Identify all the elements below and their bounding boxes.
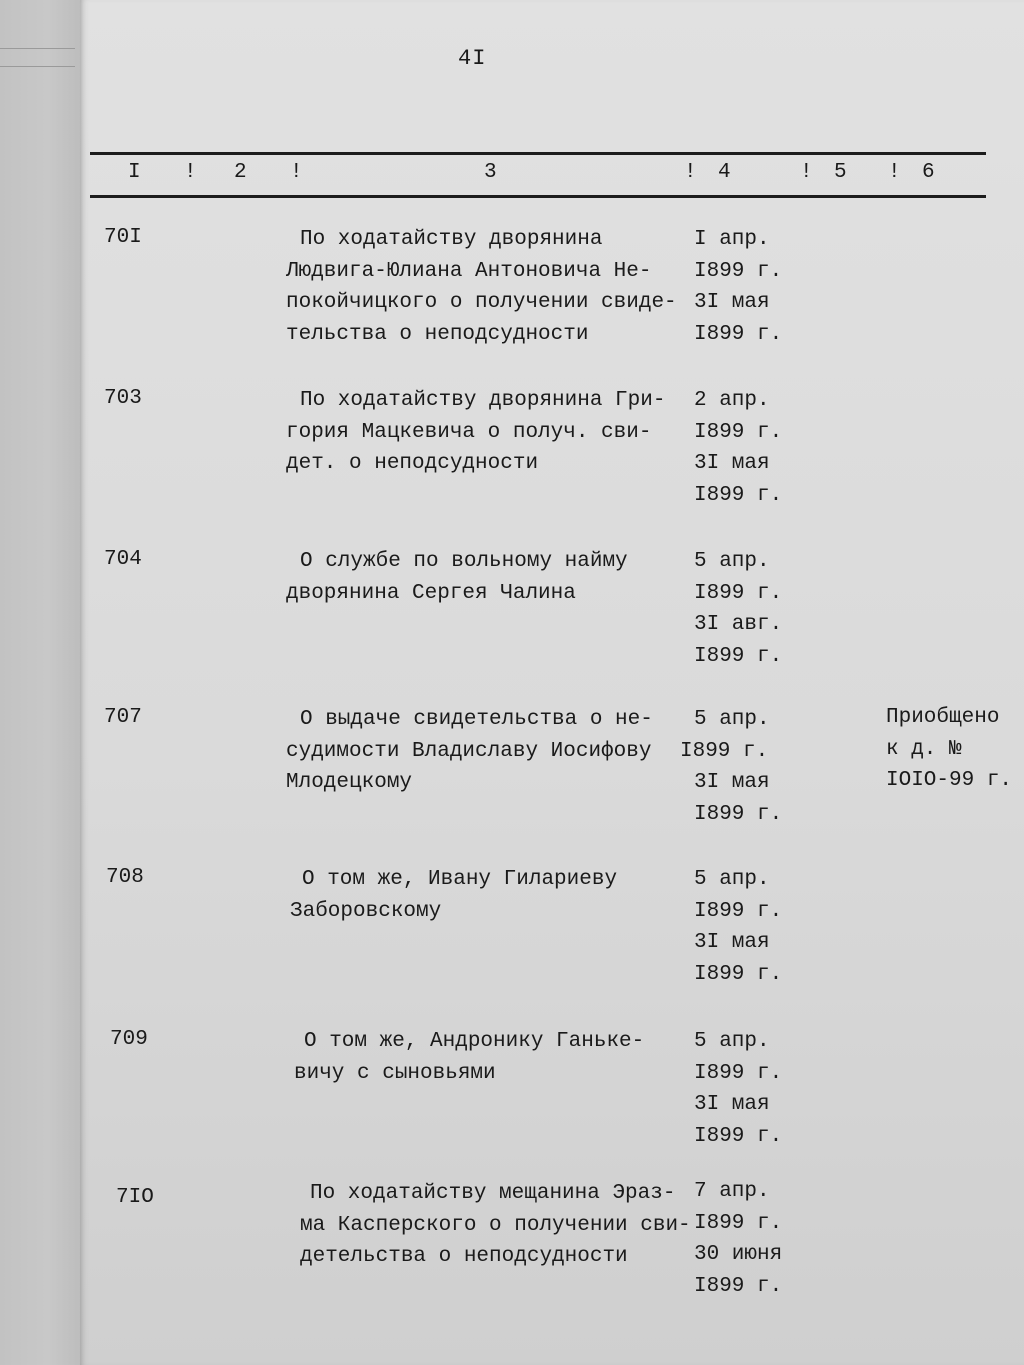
entry-number: 704 — [104, 548, 142, 571]
entry-note: Приобщено к д. № IOIO-99 г. — [886, 706, 1013, 792]
entry-dates: 5 апр. I899 г. 3I мая I899 г. — [680, 708, 783, 826]
adjacent-page-edge — [0, 0, 80, 1365]
header-bottom-rule — [90, 195, 986, 198]
entry-dates: 5 апр. I899 г. 3I мая I899 г. — [694, 868, 783, 986]
header-col-1: I — [128, 161, 141, 184]
header-col-5: 5 — [834, 161, 847, 184]
entry-description: По ходатайству дворянина Гри- гория Мацкевича о получ. сви- дет. о неподсудности — [286, 389, 666, 475]
entry-number: 709 — [110, 1028, 148, 1051]
entry-description: О выдаче свидетельства о не- судимости Владиславу Иосифову Млодецкому — [286, 708, 653, 794]
entry-description: По ходатайству мещанина Эраз- ма Касперского о получении сви- детельства о неподсудности — [300, 1182, 691, 1268]
entry-dates: 2 апр. I899 г. 3I мая I899 г. — [694, 389, 783, 507]
ghost-rule — [0, 48, 75, 49]
header-col-4: 4 — [718, 161, 731, 184]
entry-description: О том же, Андронику Ганьке- вичу с сыновьями — [294, 1030, 645, 1085]
header-col-2: 2 — [234, 161, 247, 184]
entry-number: 70I — [104, 226, 142, 249]
entry-description: О службе по вольному найму дворянина Сергея Чалина — [286, 550, 628, 605]
page-number: 4I — [458, 46, 487, 71]
entry-number: 7IO — [116, 1186, 154, 1209]
header-separator: ! — [888, 161, 901, 184]
document-page — [80, 0, 1024, 1365]
ghost-rule — [0, 66, 75, 67]
entry-dates: I апр. I899 г. 3I мая I899 г. — [694, 228, 783, 346]
header-separator: ! — [290, 161, 303, 184]
header-col-6: 6 — [922, 161, 935, 184]
entry-dates: 7 апр. I899 г. 30 июня I899 г. — [694, 1180, 783, 1298]
entry-dates: 5 апр. I899 г. 3I мая I899 г. — [694, 1030, 783, 1148]
header-separator: ! — [684, 161, 697, 184]
header-top-rule — [90, 152, 986, 155]
header-separator: ! — [184, 161, 197, 184]
entry-number: 703 — [104, 387, 142, 410]
entry-dates: 5 апр. I899 г. 3I авг. I899 г. — [694, 550, 783, 668]
entry-description: По ходатайству дворянина Людвига-Юлиана Антоновича Не- покойчицкого о получении свиде- тельства о неподсудности — [286, 228, 677, 346]
entry-number: 708 — [106, 866, 144, 889]
header-col-3: 3 — [484, 161, 497, 184]
header-separator: ! — [800, 161, 813, 184]
entry-number: 707 — [104, 706, 142, 729]
entry-description: О том же, Ивану Гилариеву Заборовскому — [290, 868, 618, 923]
